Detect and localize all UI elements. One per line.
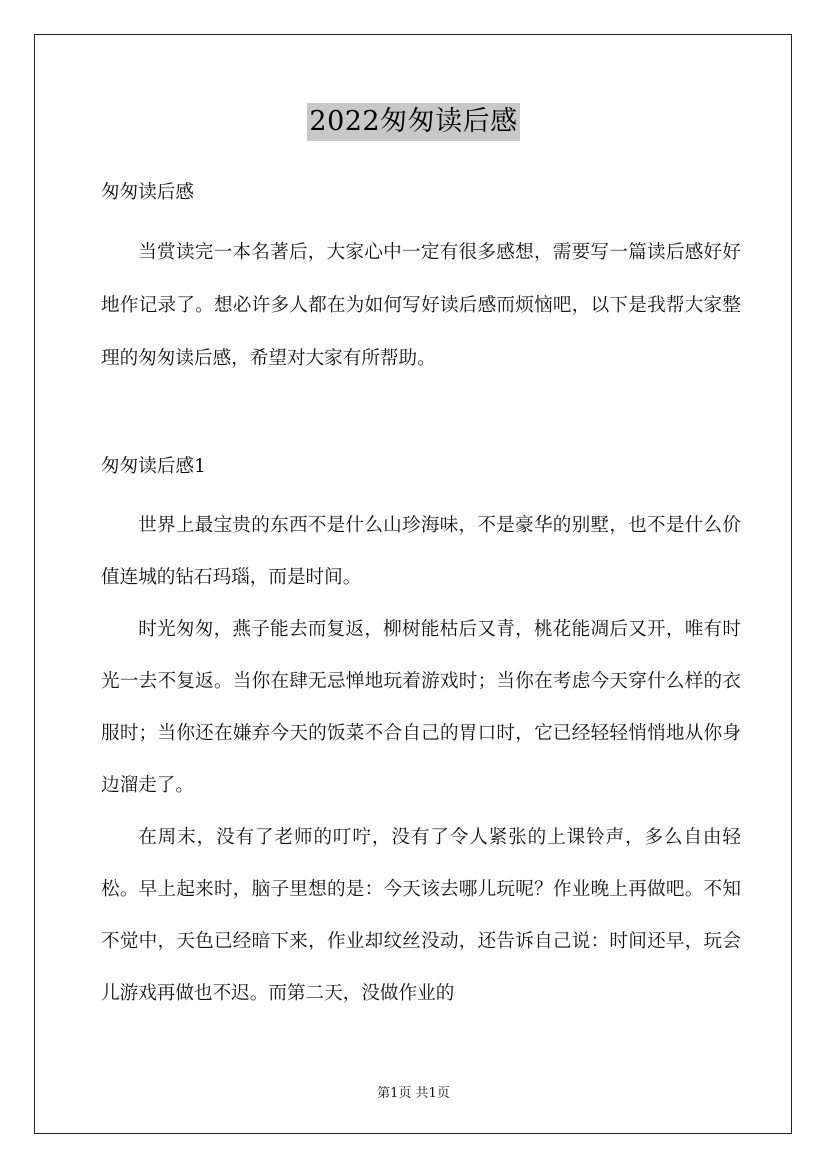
document-body [101,173,741,1020]
section1-paragraph: 时光匆匆，燕子能去而复返，柳树能枯后又青，桃花能凋后又开，唯有时光一去不复返。当你在肆无忌惮地玩着游戏时；当你在考虑今天穿什么样的衣服时；当你还在嫌弃今天的饭菜不合自己的胃口时，它已经轻轻悄悄地从你身边溜走了。 [101,619,741,796]
section1-paragraph: 世界上最宝贵的东西不是什么山珍海味，不是豪华的别墅，也不是什么价值连城的钻石玛瑙，而是时间。 [101,515,741,588]
section1-paragraph: 在周末，没有了老师的叮咛，没有了令人紧张的上课铃声，多么自由轻松。早上起来时，脑子里想的是：今天该去哪儿玩呢？作业晚上再做吧。不知不觉中，天色已经暗下来，作业却纹丝没动，还告诉自己说：时间还早，玩会儿游戏再做也不迟。而第二天，没做作业的 [101,827,741,1004]
document-title: 2022匆匆读后感 [307,103,519,141]
intro-heading: 匆匆读后感 [101,182,194,203]
section1-heading: 匆匆读后感1 [101,456,206,477]
title-container [0,103,827,141]
intro-paragraph: 当赏读完一本名著后，大家心中一定有很多感想，需要写一篇读后感好好地作记录了。想必许多人都在为如何写好读后感而烦恼吧，以下是我帮大家整理的匆匆读后感，希望对大家有所帮助。 [101,242,741,369]
page-footer: 第1页 共1页 [377,1086,450,1101]
